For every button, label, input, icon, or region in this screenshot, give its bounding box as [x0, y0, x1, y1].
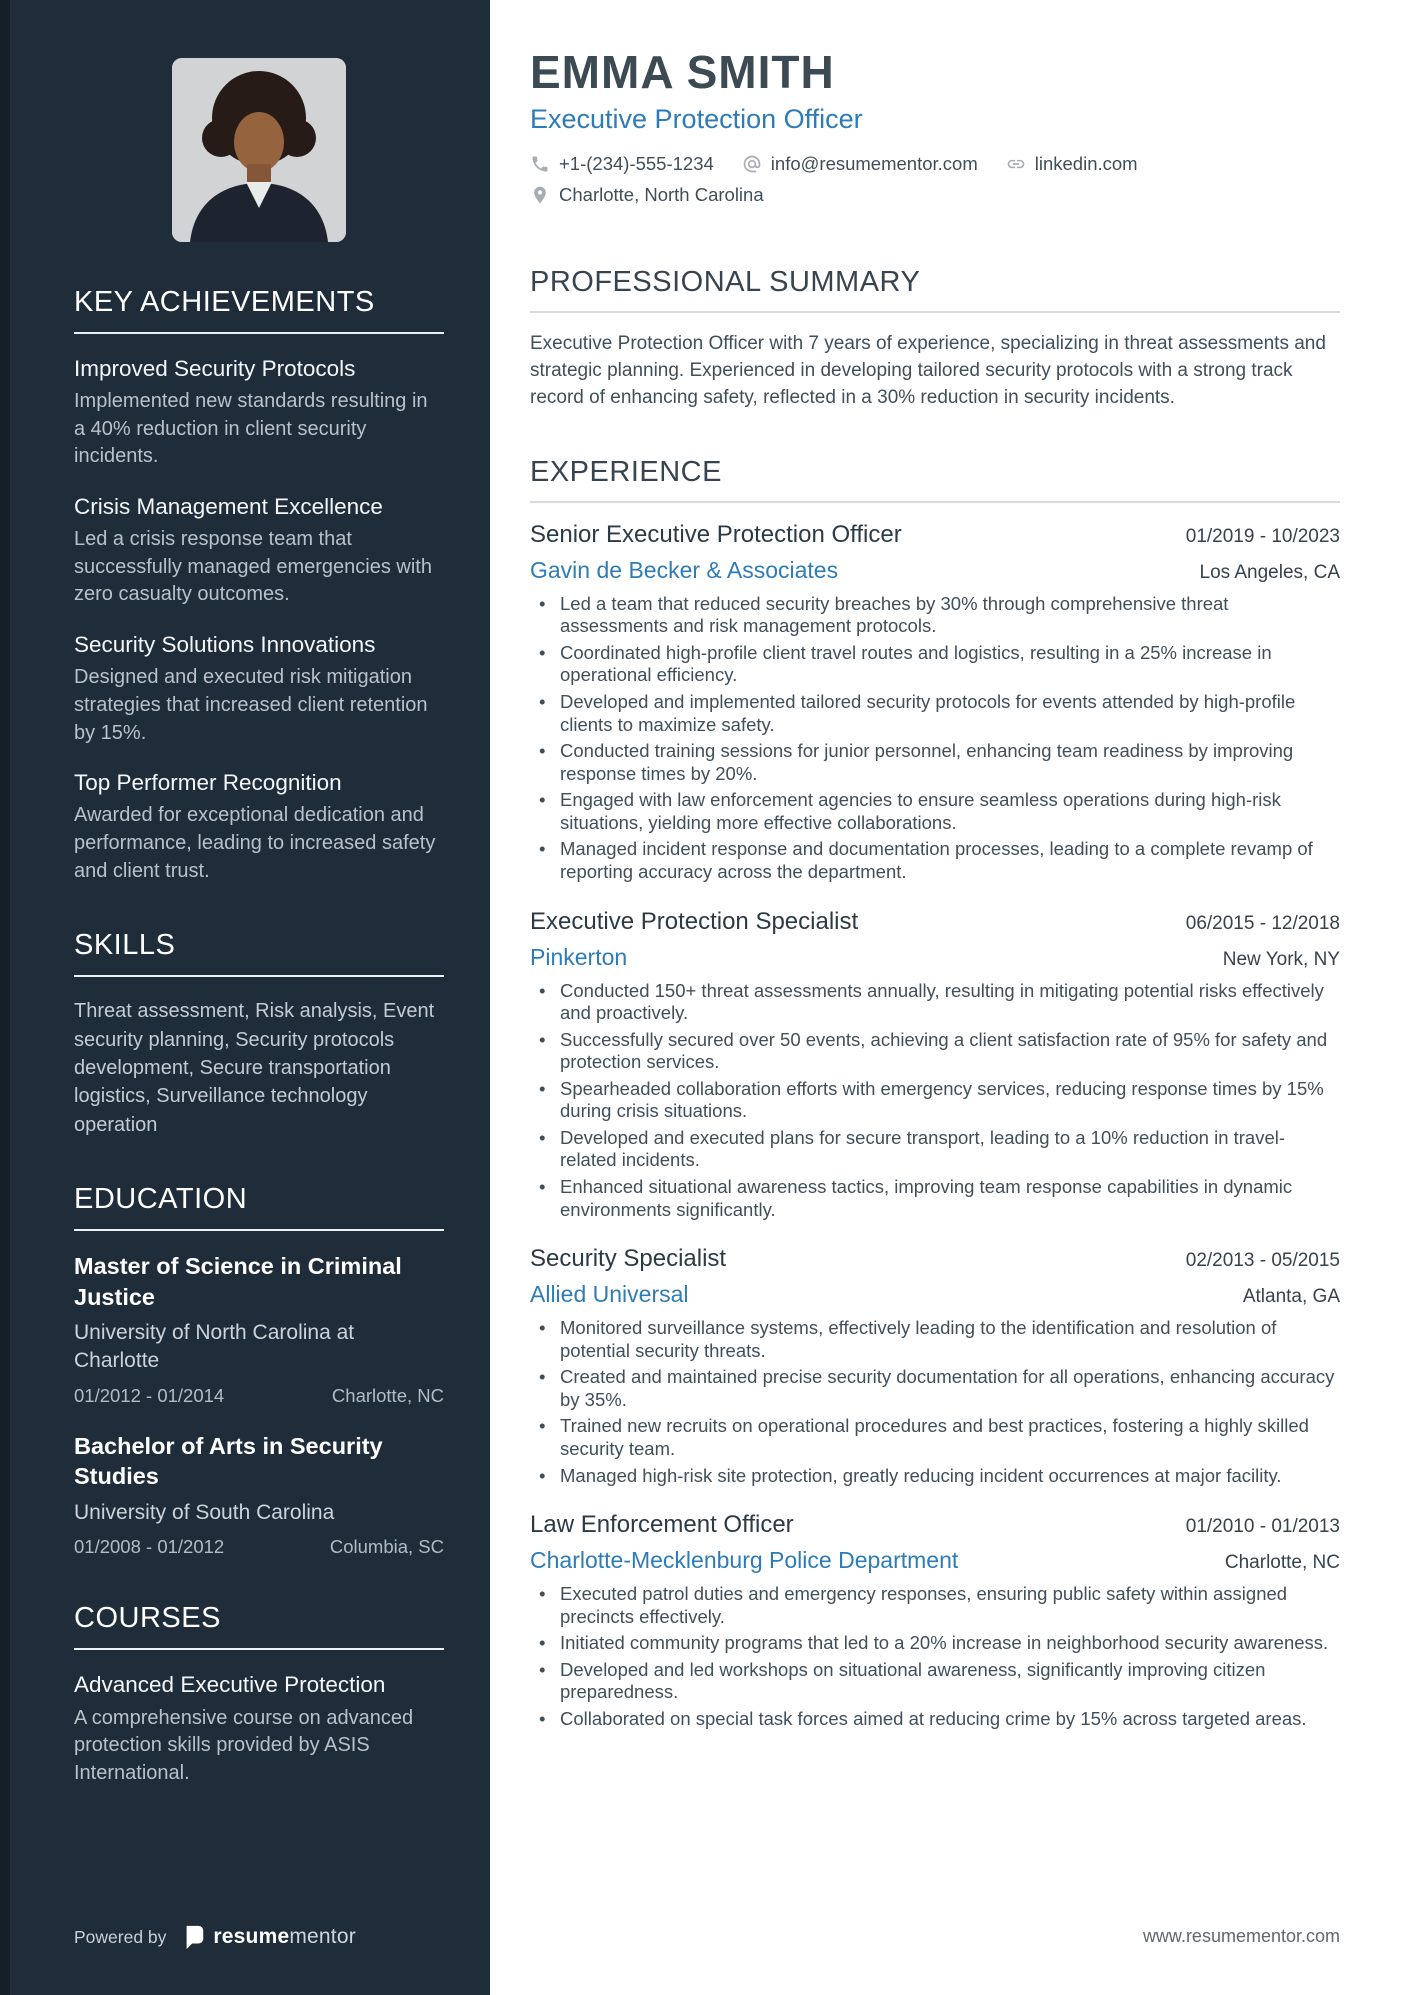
bullet-item: • Monitored surveillance systems, effectively leading to the identification and resolution of potential security threats.	[530, 1317, 1340, 1362]
logo-text-bold: resume	[213, 1925, 290, 1948]
education-meta	[74, 1536, 444, 1558]
bullet-item: • Engaged with law enforcement agencies to ensure seamless operations during high-risk situations, yielding more effective collaborations.	[530, 789, 1340, 834]
job-subhead	[530, 1547, 1340, 1574]
achievement-title: Improved Security Protocols	[74, 356, 356, 381]
job-company: Pinkerton	[530, 943, 628, 970]
at-icon	[742, 154, 762, 174]
email-address: info@resumementor.com	[770, 152, 978, 174]
summary-section	[530, 266, 1340, 412]
school-name: University of North Carolina at Charlotte	[74, 1321, 355, 1372]
job-bullets	[530, 980, 1340, 1222]
job-dates: 01/2019 - 10/2023	[1185, 525, 1340, 547]
achievement-title: Top Performer Recognition	[74, 770, 342, 796]
main-column	[490, 0, 1410, 1995]
bullet-item: • Developed and executed plans for secure transport, leading to a 10% reduction in travel-related incidents.	[530, 1127, 1340, 1172]
course-title: Advanced Executive Protection	[74, 1672, 386, 1698]
bullet-item: • Trained new recruits on operational procedures and best practices, fostering a highly skilled security team.	[530, 1415, 1340, 1460]
job-title: Senior Executive Protection Officer	[530, 520, 902, 548]
degree-title: Bachelor of Arts in Security Studies	[74, 1432, 383, 1490]
achievement-text: Implemented new standards resulting in a 40% reduction in client security incidents.	[74, 390, 428, 468]
job-dates: 06/2015 - 12/2018	[1185, 912, 1340, 934]
resumementor-logo[interactable]	[182, 1925, 355, 1949]
job-subhead	[530, 1281, 1340, 1308]
education-list	[74, 1251, 444, 1558]
job-location: Los Angeles, CA	[1199, 561, 1340, 583]
bullet-item: • Enhanced situational awareness tactics, improving team response capabilities in dynamic environments significantly.	[530, 1176, 1340, 1221]
school-name: University of South Carolina	[74, 1500, 335, 1524]
job-head	[530, 521, 1340, 549]
achievement-text: Awarded for exceptional dedication and performance, leading to increased safety and client trust.	[74, 804, 436, 882]
website-url[interactable]: www.resumementor.com	[1142, 1926, 1340, 1946]
achievement-item	[74, 354, 444, 471]
bullet-item: • Developed and implemented tailored security protocols for events attended by high-profile clients to maximize safety.	[530, 691, 1340, 736]
bullet-item: • Managed incident response and documentation processes, leading to a complete revamp of reporting accuracy across the department.	[530, 838, 1340, 883]
bullet-item: • Conducted 150+ threat assessments annually, resulting in mitigating potential risks effectively and proactively.	[530, 980, 1340, 1025]
bullet-item: • Created and maintained precise security documentation for all operations, enhancing accuracy by 35%.	[530, 1366, 1340, 1411]
avatar-illustration	[172, 58, 346, 242]
summary-text: Executive Protection Officer with 7 years of experience, specializing in threat assessments and strategic planning. Experienced in developing tailored security protocols with a strong track record of enhancing safety, reflected in a 30% reduction in security incidents.	[530, 332, 1326, 408]
resume-header	[530, 46, 1340, 206]
key-achievements-section	[74, 286, 444, 885]
bullet-item: • Collaborated on special task forces aimed at reducing crime by 15% across targeted areas.	[530, 1708, 1340, 1731]
job-company: Gavin de Becker & Associates	[530, 556, 839, 583]
education-location: Columbia, SC	[329, 1536, 444, 1558]
person-title: Executive Protection Officer	[530, 103, 863, 134]
powered-by	[74, 1925, 356, 1949]
courses-section	[74, 1602, 444, 1787]
job-entry	[530, 908, 1340, 1222]
bullet-item: • Conducted training sessions for junior personnel, enhancing team readiness by improving response times by 20%.	[530, 740, 1340, 785]
course-item	[74, 1670, 444, 1787]
achievement-item	[74, 630, 444, 747]
job-entry	[530, 1511, 1340, 1730]
linkedin[interactable]	[1006, 153, 1138, 175]
bullet-item: • Managed high-risk site protection, greatly reducing incident occurrences at major facility.	[530, 1465, 1340, 1488]
key-achievements-heading: KEY ACHIEVEMENTS	[74, 286, 444, 334]
courses-heading: COURSES	[74, 1602, 444, 1650]
job-bullets	[530, 1317, 1340, 1487]
job-entry	[530, 521, 1340, 884]
location-text: Charlotte, North Carolina	[559, 183, 764, 205]
job-subhead	[530, 557, 1340, 584]
skills-section	[74, 929, 444, 1139]
bullet-item: • Initiated community programs that led to a 20% increase in neighborhood security awareness.	[530, 1632, 1340, 1655]
sidebar	[0, 0, 490, 1995]
education-heading: EDUCATION	[74, 1183, 444, 1231]
experience-section	[530, 456, 1340, 1731]
job-title: Executive Protection Specialist	[530, 907, 859, 935]
job-title: Law Enforcement Officer	[530, 1511, 794, 1539]
resumementor-logo-text	[213, 1925, 355, 1949]
person-name: EMMA SMITH	[530, 46, 835, 98]
job-head	[530, 1245, 1340, 1273]
achievement-title: Security Solutions Innovations	[74, 632, 376, 658]
degree-title: Master of Science in Criminal Justice	[74, 1253, 402, 1310]
phone-icon	[530, 154, 550, 174]
achievement-item	[74, 768, 444, 885]
job-dates: 02/2013 - 05/2015	[1185, 1250, 1340, 1272]
phone-number: +1-(234)-555-1234	[559, 152, 714, 174]
location-pin-icon	[530, 185, 550, 205]
bullet-item: • Developed and led workshops on situational awareness, significantly improving citizen preparedness.	[530, 1659, 1340, 1704]
contact-row	[530, 184, 1340, 206]
summary-heading: PROFESSIONAL SUMMARY	[530, 266, 1340, 313]
achievement-item	[74, 492, 444, 609]
job-bullets	[530, 593, 1340, 884]
bullet-item: • Spearheaded collaboration efforts with emergency services, reducing response times by 15% during crisis situations.	[530, 1078, 1340, 1123]
education-item	[74, 1431, 444, 1559]
bullet-item: • Successfully secured over 50 events, achieving a client satisfaction rate of 95% for safety and protection services.	[530, 1029, 1340, 1074]
bullet-item: • Coordinated high-profile client travel routes and logistics, resulting in a 25% increase in operational efficiency.	[530, 642, 1340, 687]
skills-heading: SKILLS	[74, 929, 444, 977]
phone	[530, 153, 714, 175]
key-achievements-list	[74, 354, 444, 885]
bullet-item: • Led a team that reduced security breaches by 30% through comprehensive threat assessments and risk management protocols.	[530, 593, 1340, 638]
education-dates: 01/2008 - 01/2012	[74, 1536, 225, 1558]
job-location: Charlotte, NC	[1224, 1552, 1340, 1574]
job-location: New York, NY	[1222, 948, 1340, 970]
courses-list	[74, 1670, 444, 1787]
job-title: Security Specialist	[530, 1245, 727, 1273]
job-entry	[530, 1245, 1340, 1487]
job-bullets	[530, 1583, 1340, 1730]
location	[530, 184, 764, 206]
achievement-title: Crisis Management Excellence	[74, 494, 383, 520]
job-company: Allied Universal	[530, 1281, 689, 1308]
bullet-item: • Executed patrol duties and emergency responses, ensuring public safety within assigned precincts effectively.	[530, 1583, 1340, 1628]
contact-row	[530, 153, 1340, 175]
powered-by-label: Powered by	[74, 1926, 167, 1947]
job-location: Atlanta, GA	[1242, 1286, 1340, 1308]
education-dates: 01/2012 - 01/2014	[74, 1384, 225, 1406]
education-section	[74, 1183, 444, 1558]
course-text: A comprehensive course on advanced protection skills provided by ASIS International.	[74, 1706, 414, 1784]
profile-photo	[172, 58, 346, 242]
job-head	[530, 908, 1340, 936]
skills-text: Threat assessment, Risk analysis, Event security planning, Security protocols development, Secure transportation logistics, Surveillance technology operation	[74, 1000, 435, 1136]
job-head	[530, 1511, 1340, 1539]
experience-heading: EXPERIENCE	[530, 456, 1340, 503]
logo-text-light: mentor	[289, 1925, 356, 1948]
achievement-text: Led a crisis response team that successfully managed emergencies with zero casualty outcomes.	[74, 528, 432, 606]
achievement-text: Designed and executed risk mitigation strategies that increased client retention by 15%.	[74, 666, 428, 744]
link-icon	[1006, 154, 1026, 174]
resumementor-logo-icon	[182, 1925, 206, 1949]
job-company: Charlotte-Mecklenburg Police Department	[530, 1547, 959, 1574]
job-dates: 01/2010 - 01/2013	[1185, 1516, 1340, 1538]
education-meta	[74, 1385, 444, 1407]
education-item	[74, 1251, 444, 1407]
job-subhead	[530, 944, 1340, 971]
email[interactable]	[742, 153, 978, 175]
contact-info	[530, 153, 1340, 206]
education-location: Charlotte, NC	[331, 1384, 444, 1406]
linkedin-url: linkedin.com	[1034, 152, 1138, 174]
